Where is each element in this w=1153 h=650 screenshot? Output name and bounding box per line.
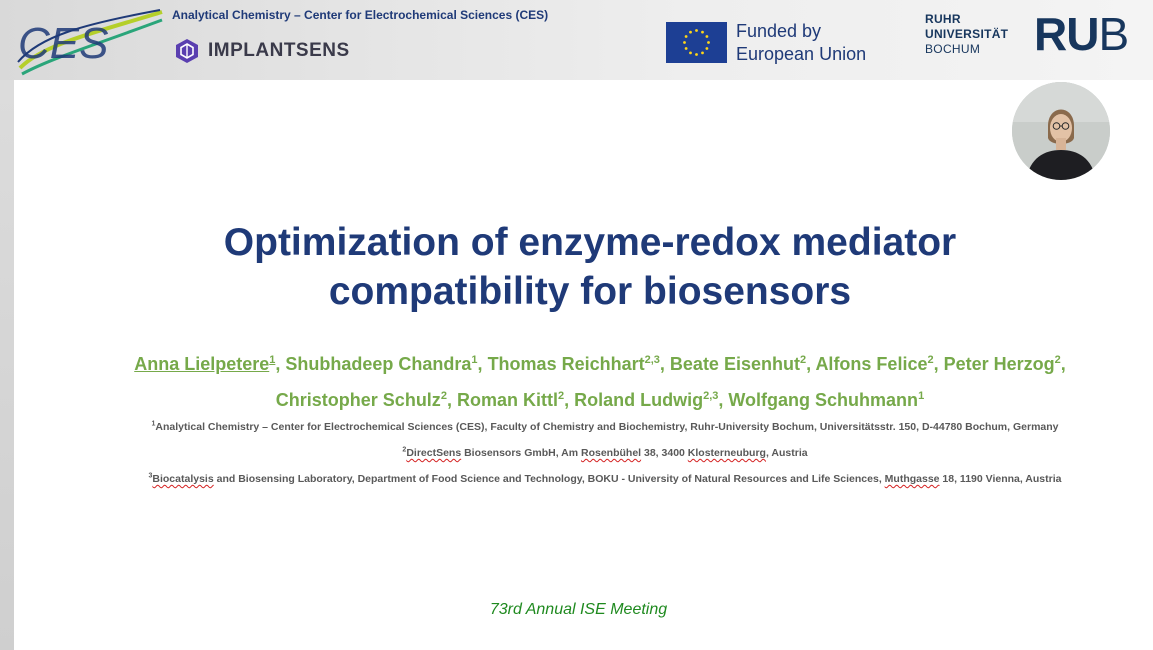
- affiliation-3-sup: 3: [148, 472, 153, 480]
- presenter-avatar: [1012, 82, 1110, 180]
- ruhr-line2: UNIVERSITÄT: [925, 27, 1009, 41]
- meeting-label: 73rd Annual ISE Meeting: [489, 601, 668, 618]
- affiliation-2-part5: Klosterneuburg: [687, 447, 766, 459]
- ces-logo: [12, 6, 164, 78]
- slide-title: [120, 218, 1060, 316]
- affiliation-2-sup: 2: [402, 446, 407, 454]
- author-name: Anna Lielpetere: [134, 354, 270, 374]
- rub-logo: [1034, 4, 1128, 64]
- author-affiliation-sup: 2: [1054, 354, 1061, 366]
- author-affiliation-sup: 1: [918, 390, 925, 402]
- author-name: Beate Eisenhut: [669, 354, 800, 374]
- affiliation-2-part6: , Austria: [765, 447, 808, 459]
- author-affiliation-sup: 1: [269, 354, 276, 366]
- author-name: Roland Ludwig: [574, 390, 704, 410]
- author-name: Alfons Felice: [815, 354, 928, 374]
- implantsens-logo: [174, 36, 350, 66]
- affiliation-2: [60, 447, 1150, 459]
- research-group-title: Analytical Chemistry – Center for Electrochemical Sciences (CES): [172, 8, 549, 22]
- author-name: Peter Herzog: [943, 354, 1055, 374]
- eu-funding-line1: Funded by: [736, 21, 822, 41]
- rub-logo-light: B: [1098, 8, 1129, 60]
- affiliation-3: [60, 473, 1150, 485]
- author-affiliation-sup: 2,3: [644, 354, 660, 366]
- slide-title-line2: compatibility for biosensors: [328, 270, 852, 313]
- slide-title-line1: Optimization of enzyme-redox mediator: [223, 221, 957, 264]
- author-name: Roman Kittl: [456, 390, 558, 410]
- affiliation-2-part1: DirectSens: [406, 447, 462, 459]
- author-affiliation-sup: 2,3: [703, 390, 719, 402]
- ces-logo-text: CES: [18, 19, 109, 68]
- affiliation-3-part4: 18, 1190 Vienna, Austria: [939, 473, 1062, 485]
- affiliation-1-sup: 1: [151, 420, 156, 428]
- affiliation-3-part1: Biocatalysis: [152, 473, 214, 485]
- affiliation-2-part4: 38, 3400: [641, 447, 688, 459]
- presenter-portrait-icon: [1012, 82, 1110, 180]
- affiliation-2-part2: Biosensors GmbH, Am: [461, 447, 581, 459]
- affiliation-2-part3: Rosenbühel: [580, 447, 642, 459]
- ruhr-university-label: [925, 12, 1008, 57]
- author-name: Thomas Reichhart: [487, 354, 645, 374]
- author-list: Anna Lielpetere$^1$, Shubhadeep Chandra$^1$, Thomas Reichhart$^{2,3}$, Beate Eisenhut$^2$, Alfons Felice$^2$, Peter Herzog$^2$, Christopher Schulz$^2$, Roman Kittl$^2$, Roland Ludwig$^{2,3}$, Wolfgang Schuhmann$^1$: [134, 354, 1066, 410]
- slide-left-edge: [0, 80, 14, 650]
- affiliation-1-text: Analytical Chemistry – Center for Electrochemical Sciences (CES), Faculty of Chemistry and Biochemistry, Ruhr-University Bochum, Universitätsstr. 150, D-44780 Bochum, Germany: [155, 421, 1059, 433]
- author-name: Christopher Schulz: [275, 390, 441, 410]
- author-affiliation-sup: 2: [440, 390, 447, 402]
- rub-logo-bold: RU: [1034, 8, 1099, 60]
- affiliation-3-part3: Muthgasse: [884, 473, 940, 485]
- author-affiliation-sup: 2: [927, 354, 934, 366]
- implantsens-label: IMPLANTSENS: [208, 40, 350, 61]
- ruhr-line1: RUHR: [925, 12, 961, 26]
- author-affiliation-sup: 2: [799, 354, 807, 366]
- eu-funding-line2: European Union: [736, 44, 867, 64]
- author-affiliation-sup: 2: [557, 390, 565, 402]
- eu-funding-label: [736, 20, 866, 66]
- affiliation-3-part2: and Biosensing Laboratory, Department of Food Science and Technology, BOKU - University of Natural Resources and Life Sciences,: [213, 473, 885, 485]
- implantsens-hexagon-icon: [174, 38, 200, 64]
- affiliation-1: [60, 421, 1150, 433]
- ruhr-line3: BOCHUM: [925, 42, 981, 56]
- author-affiliation-sup: 1: [471, 354, 478, 366]
- eu-flag-icon: [666, 22, 727, 63]
- author-name: Wolfgang Schuhmann: [728, 390, 919, 410]
- author-name: Shubhadeep Chandra: [285, 354, 472, 374]
